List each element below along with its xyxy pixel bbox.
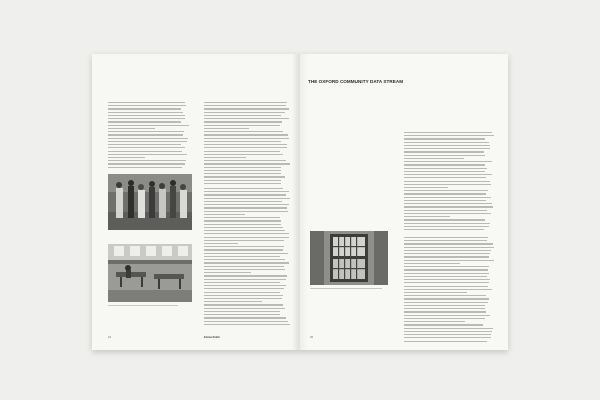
text-line: [204, 160, 286, 161]
text-line: [204, 262, 289, 263]
text-line: [204, 115, 281, 116]
text-line: [404, 216, 450, 217]
text-line: [204, 295, 283, 296]
text-line: [108, 112, 183, 113]
text-line: [108, 118, 185, 119]
text-line: [204, 301, 262, 302]
text-line: [108, 115, 185, 116]
left-text-column-b: [204, 102, 290, 186]
window-photo-caption: [310, 288, 382, 289]
text-line: [204, 167, 281, 168]
right-page: [300, 54, 508, 350]
text-line: [404, 321, 465, 322]
text-line: [204, 220, 281, 221]
text-line: [204, 243, 238, 244]
text-line: [404, 190, 488, 191]
left-text-column-a: [108, 102, 190, 170]
text-line: [404, 229, 484, 230]
text-line: [204, 163, 290, 164]
text-line: [204, 214, 245, 215]
text-line: [108, 167, 182, 168]
text-line: [204, 138, 289, 139]
text-line: [204, 217, 280, 218]
text-line: [204, 227, 283, 228]
text-line: [204, 314, 280, 315]
book-gutter: [292, 54, 308, 350]
text-line: [204, 102, 287, 103]
text-line: [204, 224, 281, 225]
text-line: [204, 256, 280, 257]
text-line: [404, 161, 492, 162]
text-line: [404, 273, 489, 274]
text-line: [404, 197, 491, 198]
text-line: [204, 118, 289, 119]
text-line: [204, 321, 288, 322]
text-line: [108, 138, 188, 139]
text-line: [108, 151, 182, 152]
text-line: [108, 131, 184, 132]
text-line: [404, 298, 489, 299]
text-line: [204, 308, 285, 309]
text-line: [204, 204, 289, 205]
text-line: [108, 144, 181, 145]
text-line: [204, 275, 287, 276]
text-line: [404, 256, 489, 257]
text-line: [404, 286, 488, 287]
text-line: [204, 230, 285, 231]
text-line: [204, 269, 285, 270]
text-line: [204, 259, 285, 260]
studio-photo: [108, 244, 192, 302]
studio-photo-caption: [108, 305, 178, 306]
text-line: [108, 128, 155, 129]
text-line: [404, 203, 492, 204]
text-line: [404, 250, 491, 251]
text-line: [404, 334, 491, 335]
text-line: [404, 171, 485, 172]
text-line: [108, 125, 189, 126]
text-line: [404, 247, 494, 248]
text-line: [204, 246, 284, 247]
left-text-column-b-lower: [204, 188, 290, 327]
text-line: [404, 292, 467, 293]
text-line: [204, 282, 280, 283]
text-line: [404, 145, 490, 146]
text-line: [204, 207, 287, 208]
text-line: [204, 211, 288, 212]
group-photo: [108, 174, 192, 230]
text-line: [404, 219, 485, 220]
text-line: [404, 206, 493, 207]
text-line: [404, 276, 487, 277]
text-line: [204, 233, 289, 234]
text-line: [204, 180, 281, 181]
right-text-column-a: [404, 132, 494, 232]
text-line: [204, 194, 286, 195]
magazine-spread: [92, 54, 508, 350]
text-line: [404, 223, 490, 224]
text-line: [108, 105, 186, 106]
text-line: [404, 279, 490, 280]
text-line: [404, 164, 485, 165]
text-line: [204, 191, 289, 192]
text-line: [204, 144, 287, 145]
text-line: [204, 201, 282, 202]
text-line: [204, 154, 283, 155]
text-line: [204, 134, 288, 135]
text-line: [204, 304, 283, 305]
text-line: [204, 311, 280, 312]
text-line: [404, 308, 485, 309]
text-line: [404, 337, 491, 338]
text-line: [204, 131, 283, 132]
text-line: [204, 173, 281, 174]
right-page-number: 25: [310, 336, 313, 339]
text-line: [204, 237, 289, 238]
text-line: [204, 285, 286, 286]
text-line: [204, 324, 290, 325]
text-line: [404, 260, 494, 261]
text-line: [404, 181, 490, 182]
text-line: [404, 253, 490, 254]
text-line: [404, 193, 486, 194]
text-line: [108, 147, 185, 148]
text-line: [404, 132, 492, 133]
text-line: [204, 317, 286, 318]
text-line: [204, 128, 249, 129]
text-line: [204, 147, 287, 148]
text-line: [204, 266, 284, 267]
text-line: [404, 210, 487, 211]
text-line: [108, 141, 187, 142]
text-line: [404, 237, 488, 238]
text-line: [204, 279, 286, 280]
text-line: [404, 155, 485, 156]
text-line: [404, 174, 492, 175]
text-line: [404, 168, 487, 169]
text-line: [204, 292, 280, 293]
page-title: THE OXFORD COMMUNITY DATA STREAM: [308, 79, 404, 84]
text-line: [404, 324, 483, 325]
text-line: [204, 105, 286, 106]
text-line: [404, 184, 491, 185]
text-line: [204, 112, 285, 113]
text-line: [204, 151, 280, 152]
right-text-column-b: [404, 237, 494, 344]
text-line: [108, 108, 181, 109]
text-line: [404, 341, 487, 342]
text-line: [404, 289, 492, 290]
text-line: [404, 158, 464, 159]
text-line: [204, 108, 289, 109]
text-line: [204, 288, 284, 289]
text-line: [204, 298, 282, 299]
text-line: [404, 302, 488, 303]
text-line: [404, 263, 460, 264]
text-line: [404, 142, 489, 143]
text-line: [404, 226, 489, 227]
text-line: [404, 213, 491, 214]
footer-author: Emma Smith: [204, 336, 220, 339]
text-line: [108, 102, 185, 103]
text-line: [204, 176, 285, 177]
text-line: [404, 269, 488, 270]
text-line: [404, 266, 489, 267]
text-line: [404, 243, 493, 244]
text-line: [108, 157, 145, 158]
text-line: [204, 183, 281, 184]
text-line: [108, 160, 186, 161]
text-line: [404, 328, 493, 329]
text-line: [404, 331, 492, 332]
text-line: [204, 253, 288, 254]
text-line: [404, 315, 490, 316]
text-line: [404, 282, 489, 283]
text-line: [204, 121, 282, 122]
text-line: [108, 121, 181, 122]
text-line: [404, 311, 486, 312]
text-line: [204, 125, 280, 126]
text-line: [404, 295, 486, 296]
text-line: [108, 134, 183, 135]
text-line: [108, 163, 185, 164]
text-line: [204, 198, 290, 199]
text-line: [204, 170, 281, 171]
window-photo: [310, 231, 388, 285]
text-line: [204, 240, 284, 241]
text-line: [404, 200, 486, 201]
text-line: [404, 305, 485, 306]
text-line: [204, 188, 283, 189]
text-line: [404, 177, 486, 178]
text-line: [108, 154, 187, 155]
text-line: [404, 318, 485, 319]
left-page: [92, 54, 300, 350]
text-line: [404, 148, 490, 149]
text-line: [404, 240, 487, 241]
text-line: [204, 272, 251, 273]
text-line: [204, 141, 281, 142]
text-line: [404, 138, 485, 139]
text-line: [204, 249, 283, 250]
text-line: [204, 157, 246, 158]
text-line: [404, 151, 484, 152]
text-line: [404, 187, 448, 188]
left-page-number: 24: [108, 336, 111, 339]
text-line: [404, 135, 494, 136]
